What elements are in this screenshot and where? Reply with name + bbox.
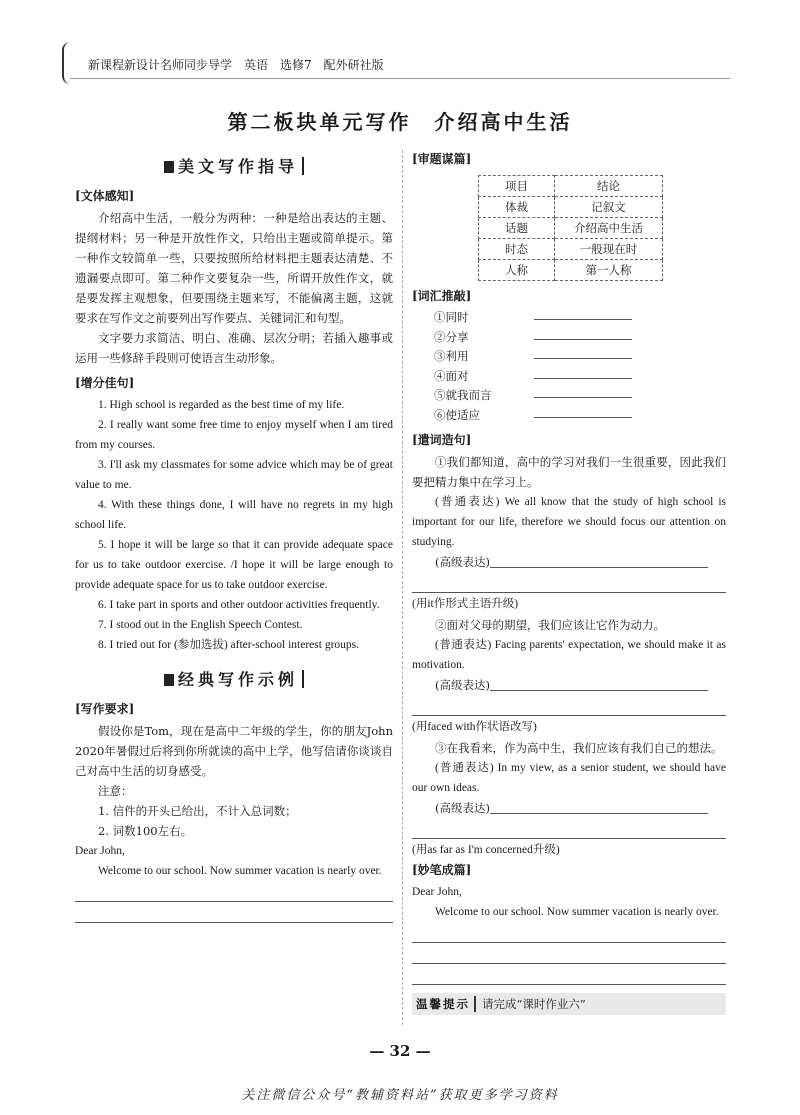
- answer-line[interactable]: [534, 319, 632, 320]
- footer-note: 关注微信公众号“教辅资料站”获取更多学习资料: [241, 1088, 559, 1103]
- section-tag-sentence-building: [遣词造句]: [412, 433, 472, 447]
- exercise-plain: (普通表达) Facing parents' expectation, we should make it as motivation.: [412, 639, 726, 671]
- section-tag-composition: [妙笔成篇]: [412, 863, 472, 877]
- sentence-item: 1. High school is regarded as the best time of my life.: [98, 399, 345, 411]
- answer-line[interactable]: [534, 358, 632, 359]
- sentence-item: 7. I stood out in the English Speech Contest.: [98, 619, 303, 631]
- exercise-hint: (用faced with作状语改写): [412, 721, 537, 733]
- vocab-list: [434, 308, 726, 425]
- header-rule: [70, 78, 730, 79]
- exercise-advanced: (高级表达): [412, 675, 726, 695]
- exercise-hint: (用it作形式主语升级): [412, 598, 519, 610]
- answer-line[interactable]: [490, 555, 708, 568]
- sentence-item: 8. I tried out for (参加选拔) after-school interest groups.: [98, 639, 360, 651]
- table-row: 话题 介绍高中生活: [479, 218, 663, 239]
- vocab-item: ⑥使适应: [434, 406, 726, 426]
- table-row: 体裁 记叙文: [479, 197, 663, 218]
- bar-icon: [302, 157, 304, 175]
- genre-paragraph-2: 文字要力求简洁、明白、准确、层次分明；若插入趣事或运用一些修辞手段则可使语言生动形象。: [75, 331, 393, 365]
- section-tag-analysis: [审题谋篇]: [412, 152, 472, 166]
- genre-paragraph-1: 介绍高中生活，一般分为两种：一种是给出表达的主题、提纲材料；另一种是开放性作文，只给出主题或简单提示。第一种作文较简单一些，只要按照所给材料把主题表达清楚、不遗漏要点即可。第二种作文要复杂一些，所谓开放性作文，就是要发挥主观想象，但要围绕主题来写，不能偏离主题，这就要求在写作文之前要列出写作要点、关键词汇和句型。: [75, 211, 393, 325]
- table-row: 时态 一般现在时: [479, 239, 663, 260]
- writing-line[interactable]: [412, 966, 726, 985]
- analysis-table: [478, 175, 663, 281]
- page-number: — 32 —: [369, 1042, 431, 1060]
- left-column: [75, 150, 393, 923]
- book-title: 新课程新设计名师同步导学 英语 选修7 配外研社版: [88, 58, 384, 72]
- tip-label: 温馨提示: [416, 996, 476, 1012]
- square-bullet-icon: [164, 161, 174, 173]
- block-heading-guide: 美文写作指导: [75, 154, 393, 177]
- answer-line[interactable]: [534, 397, 632, 398]
- answer-line[interactable]: [534, 339, 632, 340]
- requirement-paragraph: 假设你是Tom，现在是高中二年级的学生，你的朋友John 2020年暑假过后将到你所就读的高中上学，他写信请你谈谈自己对高中生活的切身感受。: [75, 724, 393, 778]
- square-bullet-icon: [164, 674, 174, 686]
- notes-label: 注意：: [98, 784, 133, 798]
- answer-line[interactable]: [534, 417, 632, 418]
- exercise-chinese: ②面对父母的期望，我们应该让它作为动力。: [435, 618, 665, 632]
- writing-line[interactable]: [75, 904, 393, 923]
- column-divider: [402, 150, 403, 1025]
- letter-opening: Welcome to our school. Now summer vacation is nearly over.: [435, 906, 719, 918]
- block-heading-example: 经典写作示例: [75, 667, 393, 690]
- exercise-hint: (用as far as I'm concerned升级): [412, 844, 560, 856]
- note-item: 1. 信件的开头已给出，不计入总词数；: [98, 804, 297, 818]
- writing-line[interactable]: [412, 924, 726, 943]
- letter-salutation: Dear John,: [412, 886, 462, 898]
- vocab-item: ③利用: [434, 347, 726, 367]
- writing-line[interactable]: [412, 574, 726, 593]
- exercise-advanced: (高级表达): [412, 798, 726, 818]
- writing-line[interactable]: [412, 697, 726, 716]
- answer-line[interactable]: [490, 678, 708, 691]
- vocab-item: ②分享: [434, 328, 726, 348]
- section-tag-vocab: [词汇推敲]: [412, 289, 472, 303]
- right-column: [412, 150, 726, 1015]
- letter-salutation: Dear John,: [75, 845, 125, 857]
- sentence-item: 2. I really want some free time to enjoy myself when I am tired from my courses.: [75, 419, 393, 451]
- tip-text: 请完成“课时作业六”: [482, 997, 586, 1011]
- exercise-chinese: ③在我看来，作为高中生，我们应该有我们自己的想法。: [435, 741, 723, 755]
- page-header: [70, 48, 730, 76]
- writing-line[interactable]: [75, 883, 393, 902]
- table-row: 人称 第一人称: [479, 260, 663, 281]
- sentence-item: 3. I'll ask my classmates for some advice which may be of great value to me.: [75, 459, 393, 491]
- writing-line[interactable]: [412, 820, 726, 839]
- answer-line[interactable]: [490, 801, 708, 814]
- writing-line[interactable]: [412, 945, 726, 964]
- tip-bar: [412, 993, 726, 1015]
- exercise-plain: (普通表达) We all know that the study of high school is important for our life, therefore we should focus our attention on studying.: [412, 496, 726, 548]
- section-tag-genre: [文体感知]: [75, 189, 135, 203]
- exercise-plain: (普通表达) In my view, as a senior student, we should have our own ideas.: [412, 762, 726, 794]
- vocab-item: ④面对: [434, 367, 726, 387]
- sentence-item: 4. With these things done, I will have no regrets in my high school life.: [75, 499, 393, 531]
- note-item: 2. 词数100左右。: [98, 824, 193, 838]
- sentence-item: 6. I take part in sports and other outdoor activities frequently.: [98, 599, 380, 611]
- section-tag-requirements: [写作要求]: [75, 702, 135, 716]
- sentence-item: 5. I hope it will be large so that it can provide adequate space for us to take outdoor exercise. /I hope it will be large enough to provide adequate space for us to take outdoor exercise.: [75, 539, 393, 591]
- answer-line[interactable]: [534, 378, 632, 379]
- page-title: 第二板块单元写作 介绍高中生活: [227, 110, 573, 134]
- bar-icon: [302, 670, 304, 688]
- letter-opening: Welcome to our school. Now summer vacation is nearly over.: [98, 865, 382, 877]
- exercise-advanced: (高级表达): [412, 552, 726, 572]
- table-row: 项目 结论: [479, 176, 663, 197]
- section-tag-sentences: [增分佳句]: [75, 376, 135, 390]
- vocab-item: ⑤就我而言: [434, 386, 726, 406]
- exercise-chinese: ①我们都知道，高中的学习对我们一生很重要，因此我们要把精力集中在学习上。: [412, 455, 726, 489]
- vocab-item: ①同时: [434, 308, 726, 328]
